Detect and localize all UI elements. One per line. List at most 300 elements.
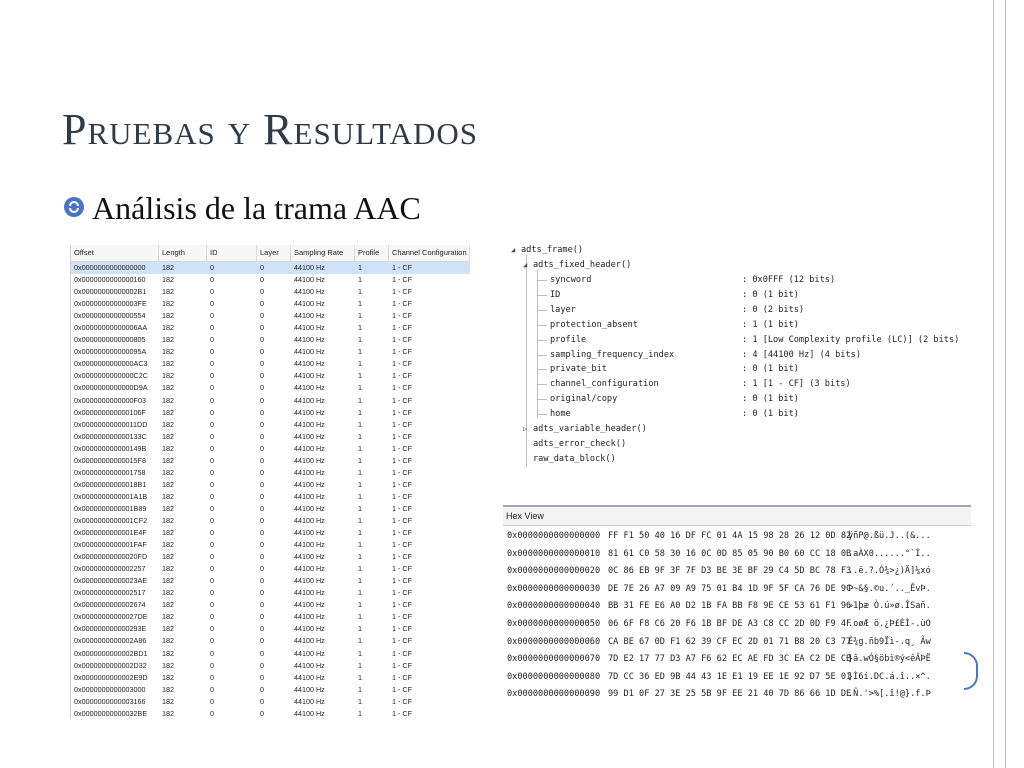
cell-length: 182	[162, 672, 174, 682]
cell-offset: 0x0000000000001758	[74, 467, 146, 477]
cell-sampling-rate: 44100 Hz	[294, 660, 325, 670]
table-row[interactable]	[71, 407, 470, 419]
bullet-icon	[63, 196, 85, 218]
cell-offset: 0x0000000000000C2C	[74, 371, 148, 381]
cell-profile: 1	[358, 455, 362, 465]
cell-layer: 0	[260, 696, 264, 706]
tree-branch-line	[537, 369, 547, 370]
table-row[interactable]	[71, 696, 470, 708]
cell-layer: 0	[260, 443, 264, 453]
cell-channel-configuration: 1 - CF	[392, 588, 412, 598]
table-row[interactable]	[71, 310, 470, 322]
cell-length: 182	[162, 576, 174, 586]
table-row[interactable]	[71, 382, 470, 394]
cell-length: 182	[162, 263, 174, 272]
cell-id: 0	[210, 636, 214, 646]
cell-length: 182	[162, 431, 174, 441]
cell-length: 182	[162, 540, 174, 550]
cell-offset: 0x0000000000002E9D	[74, 672, 148, 682]
table-row[interactable]	[71, 503, 470, 515]
cell-layer: 0	[260, 588, 264, 598]
cell-offset: 0x00000000000006AA	[74, 323, 148, 333]
hex-offset: 0x0000000000000010	[507, 548, 601, 559]
table-row[interactable]	[71, 358, 470, 370]
cell-offset: 0x0000000000003000	[74, 684, 146, 694]
tree-branch-line	[537, 325, 547, 326]
hex-ascii: ..ë.?.Ó¾>¿)Ä]¼xó	[848, 566, 931, 577]
cell-profile: 1	[358, 648, 362, 658]
collapse-arrow-icon[interactable]: ◢	[523, 261, 528, 269]
cell-offset: 0x0000000000000554	[74, 311, 146, 321]
tree-field-name[interactable]: channel_configuration	[550, 379, 659, 390]
column-header-offset[interactable]: Offset	[71, 245, 159, 261]
cell-profile: 1	[358, 323, 362, 333]
cell-length: 182	[162, 624, 174, 634]
cell-profile: 1	[358, 311, 362, 321]
cell-layer: 0	[260, 383, 264, 393]
cell-layer: 0	[260, 552, 264, 562]
tree-field-name[interactable]: layer	[550, 304, 576, 315]
cell-channel-configuration: 1 - CF	[392, 660, 412, 670]
cell-offset: 0x00000000000002B1	[74, 287, 147, 297]
cell-layer: 0	[260, 287, 264, 297]
cell-layer: 0	[260, 431, 264, 441]
cell-sampling-rate: 44100 Hz	[294, 287, 325, 297]
hex-offset: 0x0000000000000030	[507, 583, 601, 594]
cell-sampling-rate: 44100 Hz	[294, 479, 325, 489]
table-row[interactable]	[71, 467, 470, 479]
cell-id: 0	[210, 684, 214, 694]
cell-channel-configuration: 1 - CF	[392, 275, 412, 285]
adts-tree-view	[505, 240, 975, 470]
hex-bytes: 7D CC 36 ED 9B 44 43 1E E1 19 EE 1E 92 D7 5E 01	[608, 671, 852, 682]
cell-id: 0	[210, 624, 214, 634]
cell-id: 0	[210, 528, 214, 538]
cell-layer: 0	[260, 576, 264, 586]
hex-bytes: DE 7E 26 A7 09 A9 75 01 B4 1D 9F 5F CA 76 DE 9C	[608, 583, 852, 594]
cell-layer: 0	[260, 636, 264, 646]
cell-layer: 0	[260, 624, 264, 634]
tree-branch-line	[537, 399, 547, 400]
cell-layer: 0	[260, 660, 264, 670]
table-row[interactable]	[71, 708, 470, 719]
cell-profile: 1	[358, 515, 362, 525]
hex-ascii: }Ì6í.DC.á.î..×^.	[848, 671, 931, 682]
cell-length: 182	[162, 299, 174, 309]
cell-layer: 0	[260, 359, 264, 369]
cell-profile: 1	[358, 588, 362, 598]
table-row[interactable]	[71, 563, 470, 575]
tree-field-name[interactable]: syncword	[550, 275, 592, 285]
hex-bytes: BB 31 FE E6 A0 D2 1B FA BB F8 9E CE 53 61 F1 96	[608, 601, 852, 612]
cell-channel-configuration: 1 - CF	[392, 419, 412, 429]
cell-channel-configuration: 1 - CF	[392, 347, 412, 357]
cell-id: 0	[210, 515, 214, 525]
cell-layer: 0	[260, 347, 264, 357]
cell-channel-configuration: 1 - CF	[392, 467, 412, 477]
tree-field-value: : 1 [Low Complexity profile (LC)] (2 bits)	[742, 334, 960, 345]
table-row[interactable]	[71, 443, 470, 455]
hex-offset: 0x0000000000000090	[507, 689, 601, 700]
cell-layer: 0	[260, 491, 264, 501]
cell-profile: 1	[358, 660, 362, 670]
cell-channel-configuration: 1 - CF	[392, 455, 412, 465]
cell-sampling-rate: 44100 Hz	[294, 503, 325, 513]
cell-offset: 0x000000000000149B	[74, 443, 147, 453]
cell-length: 182	[162, 479, 174, 489]
cell-channel-configuration: 1 - CF	[392, 684, 412, 694]
cell-profile: 1	[358, 299, 362, 309]
hex-bytes: 0C 86 EB 9F 3F 7F D3 BE 3E BF 29 C4 5D BC 78 F3	[608, 566, 852, 577]
cell-offset: 0x00000000000027DE	[74, 612, 148, 622]
cell-profile: 1	[358, 431, 362, 441]
cell-layer: 0	[260, 395, 264, 405]
cell-id: 0	[210, 600, 214, 610]
table-row[interactable]	[71, 286, 470, 298]
cell-channel-configuration: 1 - CF	[392, 503, 412, 513]
cell-layer: 0	[260, 564, 264, 574]
tree-field-value: : 0 (1 bit)	[742, 394, 799, 405]
cell-offset: 0x000000000000133C	[74, 431, 147, 441]
cell-layer: 0	[260, 467, 264, 477]
cell-length: 182	[162, 335, 174, 345]
cell-id: 0	[210, 275, 214, 285]
cell-offset: 0x00000000000015F8	[74, 455, 146, 465]
tree-branch-line	[537, 340, 547, 341]
cell-sampling-rate: 44100 Hz	[294, 311, 325, 321]
cell-profile: 1	[358, 528, 362, 538]
cell-id: 0	[210, 552, 214, 562]
cell-sampling-rate: 44100 Hz	[294, 708, 325, 718]
tree-node-adts-frame[interactable]: adts_frame()	[521, 245, 584, 255]
cell-offset: 0x0000000000002BD1	[74, 648, 148, 658]
cell-profile: 1	[358, 612, 362, 622]
table-row[interactable]	[71, 527, 470, 539]
cell-profile: 1	[358, 672, 362, 682]
expand-arrow-icon[interactable]: ▷	[523, 425, 528, 433]
collapse-arrow-icon[interactable]: ◢	[511, 246, 516, 254]
cell-id: 0	[210, 708, 214, 718]
cell-offset: 0x0000000000000000	[74, 263, 146, 272]
hex-view-title: Hex View	[503, 507, 971, 526]
tree-node-adts-variable-header[interactable]: adts_variable_header()	[533, 424, 647, 434]
cell-length: 182	[162, 552, 174, 562]
cell-profile: 1	[358, 696, 362, 706]
table-header	[71, 245, 470, 262]
cell-sampling-rate: 44100 Hz	[294, 624, 325, 634]
tree-field-value: : 0 (1 bit)	[742, 289, 799, 300]
table-row[interactable]	[71, 515, 470, 527]
right-border-line	[993, 0, 994, 768]
table-row[interactable]	[71, 539, 470, 551]
cell-channel-configuration: 1 - CF	[392, 383, 412, 393]
cell-sampling-rate: 44100 Hz	[294, 696, 325, 706]
tree-field-name[interactable]: sampling_frequency_index	[550, 349, 675, 360]
table-row[interactable]	[71, 298, 470, 310]
table-row[interactable]	[71, 575, 470, 587]
cell-length: 182	[162, 528, 174, 538]
cell-length: 182	[162, 443, 174, 453]
cell-channel-configuration: 1 - CF	[392, 528, 412, 538]
cell-channel-configuration: 1 - CF	[392, 600, 412, 610]
cell-layer: 0	[260, 299, 264, 309]
cell-id: 0	[210, 383, 214, 393]
hex-bytes: 99 D1 0F 27 3E 25 5B 9F EE 21 40 7D 86 66 1D DE	[608, 689, 852, 700]
table-row[interactable]	[71, 274, 470, 286]
cell-profile: 1	[358, 443, 362, 453]
cell-offset: 0x00000000000018B1	[74, 479, 147, 489]
cell-id: 0	[210, 287, 214, 297]
table-row[interactable]	[71, 648, 470, 660]
cell-sampling-rate: 44100 Hz	[294, 383, 325, 393]
cell-length: 182	[162, 636, 174, 646]
tree-field-value: : 0 (1 bit)	[742, 409, 799, 420]
frame-table	[70, 245, 470, 719]
cell-id: 0	[210, 431, 214, 441]
cell-id: 0	[210, 419, 214, 429]
cell-length: 182	[162, 660, 174, 670]
cell-id: 0	[210, 564, 214, 574]
cell-length: 182	[162, 491, 174, 501]
cell-id: 0	[210, 588, 214, 598]
cell-channel-configuration: 1 - CF	[392, 323, 412, 333]
cell-offset: 0x0000000000002D32	[74, 660, 147, 670]
tree-field-name[interactable]: private_bit	[550, 364, 607, 375]
cell-offset: 0x0000000000000805	[74, 335, 146, 345]
hex-ascii: »1þæ Ò.ú»ø.ÎSañ.	[848, 601, 931, 612]
tree-field-name[interactable]: protection_absent	[550, 319, 638, 330]
cell-profile: 1	[358, 275, 362, 285]
hex-offset: 0x0000000000000020	[507, 566, 601, 577]
cell-offset: 0x0000000000001FAF	[74, 540, 147, 550]
hex-offset: 0x0000000000000040	[507, 601, 601, 612]
cell-channel-configuration: 1 - CF	[392, 263, 412, 272]
cell-profile: 1	[358, 564, 362, 574]
cell-profile: 1	[358, 359, 362, 369]
hex-offset: 0x0000000000000070	[507, 654, 601, 665]
cell-length: 182	[162, 359, 174, 369]
cell-id: 0	[210, 263, 214, 272]
tree-field-value: : 1 (1 bit)	[742, 319, 799, 330]
tree-field-name[interactable]: original/copy	[550, 394, 618, 405]
tree-node-adts-fixed-header[interactable]: adts_fixed_header()	[533, 260, 632, 270]
table-row[interactable]	[71, 660, 470, 672]
table-row[interactable]	[71, 672, 470, 684]
hex-offset: 0x0000000000000060	[507, 636, 601, 647]
cell-sampling-rate: 44100 Hz	[294, 672, 325, 682]
tree-branch-line	[537, 355, 547, 356]
cell-channel-configuration: 1 - CF	[392, 335, 412, 345]
cell-length: 182	[162, 503, 174, 513]
cell-layer: 0	[260, 263, 264, 272]
hex-ascii: Ê¾g.ñb9Ïì-.q¸ Ãw	[848, 636, 931, 647]
cell-sampling-rate: 44100 Hz	[294, 576, 325, 586]
cell-offset: 0x0000000000000D9A	[74, 383, 148, 393]
cell-sampling-rate: 44100 Hz	[294, 263, 325, 272]
table-row[interactable]	[71, 419, 470, 431]
cell-sampling-rate: 44100 Hz	[294, 443, 325, 453]
table-row[interactable]	[71, 370, 470, 382]
cell-sampling-rate: 44100 Hz	[294, 552, 325, 562]
cell-length: 182	[162, 684, 174, 694]
hex-ascii: .Ñ.'>%[.î!@}.f.Þ	[848, 689, 931, 700]
cell-offset: 0x00000000000032BE	[74, 708, 148, 718]
column-header-channel-configuration[interactable]: Channel Configuration	[389, 245, 470, 261]
hex-bytes: FF F1 50 40 16 DF FC 01 4A 15 98 28 26 12 0D 82	[608, 531, 852, 541]
table-row[interactable]	[71, 611, 470, 623]
cell-offset: 0x0000000000002517	[74, 588, 146, 598]
cell-layer: 0	[260, 612, 264, 622]
cell-layer: 0	[260, 479, 264, 489]
cell-offset: 0x0000000000002257	[74, 564, 146, 574]
cell-profile: 1	[358, 395, 362, 405]
cell-channel-configuration: 1 - CF	[392, 648, 412, 658]
cell-sampling-rate: 44100 Hz	[294, 359, 325, 369]
cell-length: 182	[162, 287, 174, 297]
cell-layer: 0	[260, 600, 264, 610]
slide-title: Pruebas y Resultados	[62, 105, 479, 154]
table-row[interactable]	[71, 684, 470, 696]
cell-length: 182	[162, 648, 174, 658]
cell-sampling-rate: 44100 Hz	[294, 491, 325, 501]
tree-field-value: : 1 [1 - CF] (3 bits)	[742, 379, 851, 390]
table-row[interactable]	[71, 587, 470, 599]
cell-length: 182	[162, 407, 174, 417]
tree-field-name[interactable]: profile	[550, 334, 587, 345]
cell-sampling-rate: 44100 Hz	[294, 528, 325, 538]
cell-profile: 1	[358, 491, 362, 501]
cell-id: 0	[210, 299, 214, 309]
cell-length: 182	[162, 419, 174, 429]
table-row[interactable]	[71, 346, 470, 358]
cell-channel-configuration: 1 - CF	[392, 552, 412, 562]
cell-profile: 1	[358, 576, 362, 586]
cell-profile: 1	[358, 287, 362, 297]
cell-layer: 0	[260, 455, 264, 465]
hex-bytes: CA BE 67 0D F1 62 39 CF EC 2D 01 71 B8 20 C3 77	[608, 636, 852, 647]
cell-sampling-rate: 44100 Hz	[294, 600, 325, 610]
table-row[interactable]	[71, 491, 470, 503]
cell-length: 182	[162, 455, 174, 465]
cell-sampling-rate: 44100 Hz	[294, 612, 325, 622]
cell-profile: 1	[358, 552, 362, 562]
cell-channel-configuration: 1 - CF	[392, 612, 412, 622]
cell-layer: 0	[260, 708, 264, 718]
cell-layer: 0	[260, 528, 264, 538]
cell-sampling-rate: 44100 Hz	[294, 431, 325, 441]
cell-offset: 0x0000000000001CF2	[74, 515, 148, 525]
cell-layer: 0	[260, 323, 264, 333]
cell-id: 0	[210, 503, 214, 513]
cell-offset: 0x000000000000106F	[74, 407, 146, 417]
cell-profile: 1	[358, 636, 362, 646]
cell-layer: 0	[260, 407, 264, 417]
cell-offset: 0x00000000000020FD	[74, 552, 148, 562]
cell-id: 0	[210, 660, 214, 670]
cell-sampling-rate: 44100 Hz	[294, 467, 325, 477]
cell-sampling-rate: 44100 Hz	[294, 335, 325, 345]
cell-length: 182	[162, 515, 174, 525]
cell-profile: 1	[358, 419, 362, 429]
cell-offset: 0x000000000000293E	[74, 624, 147, 634]
cell-sampling-rate: 44100 Hz	[294, 564, 325, 574]
hex-ascii: .oøÆ ö.¿Þ£ÈÌ-.ùO	[848, 619, 931, 629]
table-row[interactable]	[71, 395, 470, 407]
cell-offset: 0x00000000000011DD	[74, 419, 148, 429]
cell-length: 182	[162, 708, 174, 718]
cell-channel-configuration: 1 - CF	[392, 407, 412, 417]
cell-channel-configuration: 1 - CF	[392, 431, 412, 441]
cell-profile: 1	[358, 383, 362, 393]
cell-offset: 0x0000000000000160	[74, 275, 146, 285]
cell-id: 0	[210, 311, 214, 321]
table-row[interactable]	[71, 551, 470, 563]
table-row[interactable]	[71, 431, 470, 443]
hex-bytes: 7D E2 17 77 D3 A7 F6 62 EC AE FD 3C EA C2 DE CB	[608, 654, 852, 665]
table-row[interactable]	[71, 635, 470, 647]
cell-sampling-rate: 44100 Hz	[294, 323, 325, 333]
cell-sampling-rate: 44100 Hz	[294, 407, 325, 417]
table-row[interactable]	[71, 262, 470, 274]
tree-node-raw-data-block[interactable]: raw_data_block()	[533, 454, 616, 464]
cell-id: 0	[210, 395, 214, 405]
cell-length: 182	[162, 696, 174, 706]
cell-channel-configuration: 1 - CF	[392, 479, 412, 489]
cell-id: 0	[210, 672, 214, 682]
cell-id: 0	[210, 576, 214, 586]
cell-channel-configuration: 1 - CF	[392, 564, 412, 574]
scroll-handle[interactable]	[964, 652, 978, 690]
column-header-length[interactable]: Length	[159, 245, 207, 261]
cell-layer: 0	[260, 419, 264, 429]
table-row[interactable]	[71, 322, 470, 334]
cell-channel-configuration: 1 - CF	[392, 576, 412, 586]
cell-sampling-rate: 44100 Hz	[294, 455, 325, 465]
cell-length: 182	[162, 564, 174, 574]
cell-sampling-rate: 44100 Hz	[294, 540, 325, 550]
cell-profile: 1	[358, 467, 362, 477]
cell-length: 182	[162, 311, 174, 321]
cell-profile: 1	[358, 335, 362, 345]
tree-field-value: : 0x0FFF (12 bits)	[742, 275, 836, 285]
cell-channel-configuration: 1 - CF	[392, 672, 412, 682]
column-header-sampling-rate[interactable]: Sampling Rate	[291, 245, 355, 261]
cell-sampling-rate: 44100 Hz	[294, 371, 325, 381]
cell-length: 182	[162, 347, 174, 357]
tree-field-name[interactable]: home	[550, 409, 571, 420]
tree-node-adts-error-check[interactable]: adts_error_check()	[533, 439, 627, 449]
tree-field-name[interactable]: ID	[550, 289, 561, 300]
cell-sampling-rate: 44100 Hz	[294, 395, 325, 405]
cell-layer: 0	[260, 311, 264, 321]
cell-layer: 0	[260, 503, 264, 513]
right-border-line	[1005, 0, 1006, 768]
cell-id: 0	[210, 467, 214, 477]
table-row[interactable]	[71, 479, 470, 491]
table-row[interactable]	[71, 623, 470, 635]
table-row[interactable]	[71, 334, 470, 346]
tree-branch-line	[537, 384, 547, 385]
tree-branch-line	[537, 295, 547, 296]
table-row[interactable]	[71, 599, 470, 611]
cell-id: 0	[210, 443, 214, 453]
cell-length: 182	[162, 612, 174, 622]
column-header-layer[interactable]: Layer	[257, 245, 291, 261]
column-header-profile[interactable]: Profile	[355, 245, 389, 261]
column-header-id[interactable]: ID	[207, 245, 257, 261]
table-row[interactable]	[71, 455, 470, 467]
cell-offset: 0x000000000000095A	[74, 347, 147, 357]
